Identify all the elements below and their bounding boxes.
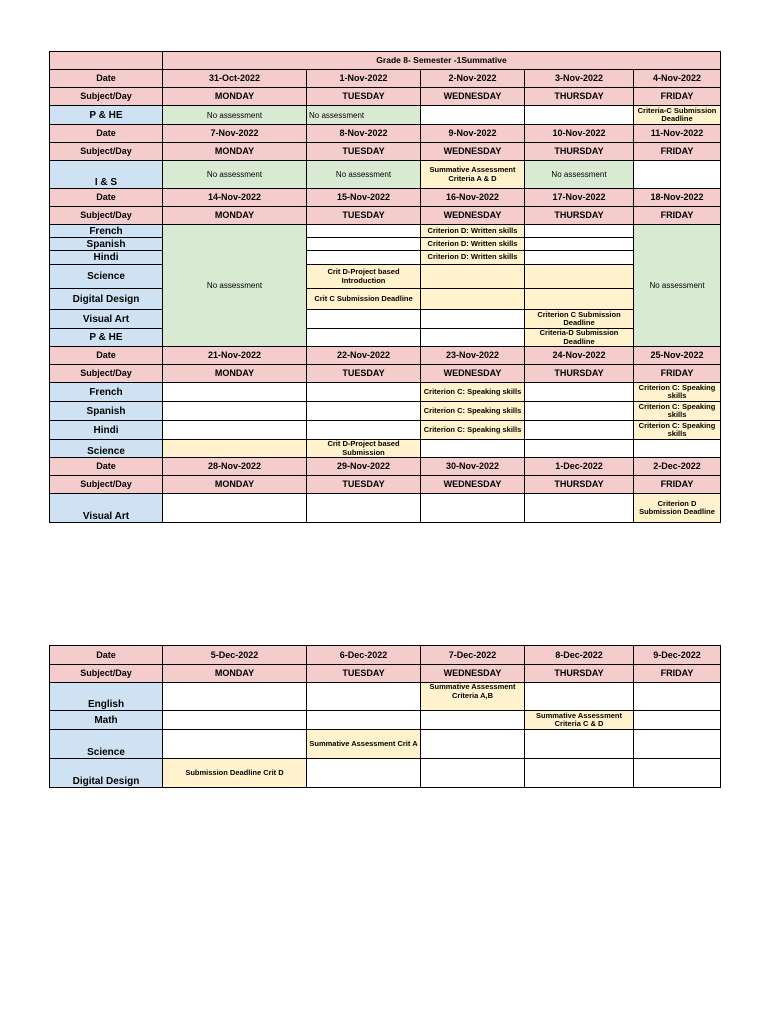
empty-cell: [634, 161, 721, 189]
date-cell: 14-Nov-2022: [163, 189, 307, 207]
empty-cell: [163, 494, 307, 523]
no-assessment-cell: No assessment: [163, 161, 307, 189]
date-cell: 4-Nov-2022: [634, 70, 721, 88]
date-label: Date: [50, 70, 163, 88]
date-cell: 15-Nov-2022: [307, 189, 421, 207]
day-cell: MONDAY: [163, 365, 307, 383]
day-cell: TUESDAY: [307, 665, 421, 683]
subject-label: Math: [50, 711, 163, 730]
event-cell: Criterion C: Speaking skills: [421, 421, 525, 440]
title-row: [50, 52, 721, 70]
date-cell: 25-Nov-2022: [634, 347, 721, 365]
day-row: [50, 476, 721, 494]
date-cell: 22-Nov-2022: [307, 347, 421, 365]
subject-row-phe: [50, 329, 721, 347]
event-cell: Crit D-Project based Submission: [307, 440, 421, 458]
day-row: [50, 143, 721, 161]
table-title: Grade 8- Semester -1Summative: [163, 52, 721, 70]
subject-label: Spanish: [50, 402, 163, 421]
empty-cell: [421, 106, 525, 125]
schedule-table-december: [49, 645, 721, 788]
empty-cell: [307, 402, 421, 421]
no-assessment-cell: No assessment: [525, 161, 634, 189]
empty-cell: [634, 730, 721, 759]
day-cell: TUESDAY: [307, 88, 421, 106]
empty-cell: [307, 383, 421, 402]
subject-row-english: [50, 683, 721, 711]
subject-label: Digital Design: [50, 289, 163, 310]
day-cell: MONDAY: [163, 476, 307, 494]
date-cell: 2-Dec-2022: [634, 458, 721, 476]
event-cell: Criterion D: Written skills: [421, 225, 525, 238]
date-row: [50, 646, 721, 665]
day-row: [50, 665, 721, 683]
empty-cell: [307, 421, 421, 440]
empty-cell: [307, 310, 421, 329]
date-cell: 16-Nov-2022: [421, 189, 525, 207]
corner-cell: [50, 52, 163, 70]
day-cell: WEDNESDAY: [421, 88, 525, 106]
date-cell: 10-Nov-2022: [525, 125, 634, 143]
empty-cell: [525, 683, 634, 711]
date-cell: 18-Nov-2022: [634, 189, 721, 207]
event-cell: Summative Assessment Criteria A & D: [421, 161, 525, 189]
date-cell: 1-Nov-2022: [307, 70, 421, 88]
day-cell: WEDNESDAY: [421, 665, 525, 683]
day-row: [50, 207, 721, 225]
date-cell: 17-Nov-2022: [525, 189, 634, 207]
day-cell: MONDAY: [163, 665, 307, 683]
empty-cell: [307, 225, 421, 238]
day-cell: FRIDAY: [634, 143, 721, 161]
date-cell: 2-Nov-2022: [421, 70, 525, 88]
subject-day-label: Subject/Day: [50, 365, 163, 383]
date-label: Date: [50, 125, 163, 143]
subject-row-phe: [50, 106, 721, 125]
empty-cell: [525, 402, 634, 421]
empty-cell: [525, 383, 634, 402]
day-cell: FRIDAY: [634, 365, 721, 383]
subject-row-french: [50, 383, 721, 402]
event-cell: Criterion D: Written skills: [421, 251, 525, 265]
day-cell: WEDNESDAY: [421, 476, 525, 494]
date-row: [50, 125, 721, 143]
subject-label: Spanish: [50, 238, 163, 251]
subject-row-science: [50, 265, 721, 289]
empty-cell: [421, 730, 525, 759]
date-row: [50, 458, 721, 476]
empty-cell: [634, 759, 721, 788]
empty-cell: [525, 421, 634, 440]
empty-cell: [421, 494, 525, 523]
day-cell: FRIDAY: [634, 207, 721, 225]
empty-cell: [525, 759, 634, 788]
event-cell: Crit C Submission Deadline: [307, 289, 421, 310]
subject-label: Hindi: [50, 421, 163, 440]
subject-row-is: [50, 161, 721, 189]
event-cell: Criterion C: Speaking skills: [421, 402, 525, 421]
subject-row-digital-design: [50, 759, 721, 788]
empty-cell: [525, 730, 634, 759]
subject-row-hindi: [50, 251, 721, 265]
subject-label: Visual Art: [50, 310, 163, 329]
subject-day-label: Subject/Day: [50, 88, 163, 106]
empty-event-cell: [525, 289, 634, 310]
subject-row-visual-art: [50, 310, 721, 329]
empty-cell: [163, 402, 307, 421]
subject-label: P & HE: [50, 329, 163, 347]
empty-cell: [163, 711, 307, 730]
event-cell: Criterion C: Speaking skills: [634, 402, 721, 421]
empty-event-cell: [421, 289, 525, 310]
date-cell: 23-Nov-2022: [421, 347, 525, 365]
day-row: [50, 365, 721, 383]
subject-label: I & S: [50, 161, 163, 189]
empty-cell: [525, 440, 634, 458]
empty-cell: [307, 683, 421, 711]
empty-cell: [307, 711, 421, 730]
empty-event-cell: [525, 265, 634, 289]
date-cell: 9-Dec-2022: [634, 646, 721, 665]
date-label: Date: [50, 458, 163, 476]
empty-cell: [634, 683, 721, 711]
empty-cell: [525, 106, 634, 125]
day-cell: MONDAY: [163, 88, 307, 106]
day-cell: TUESDAY: [307, 207, 421, 225]
event-cell: Criterion C: Speaking skills: [634, 383, 721, 402]
event-cell: Crit D-Project based Introduction: [307, 265, 421, 289]
day-cell: MONDAY: [163, 143, 307, 161]
event-cell: Summative Assessment Criteria C & D: [525, 711, 634, 730]
event-cell: Criterion C Submission Deadline: [525, 310, 634, 329]
day-cell: THURSDAY: [525, 207, 634, 225]
empty-cell: [421, 329, 525, 347]
no-assessment-cell: No assessment: [307, 161, 421, 189]
subject-label: Visual Art: [50, 494, 163, 523]
empty-cell: [421, 711, 525, 730]
no-assessment-cell: No assessment: [163, 106, 307, 125]
date-label: Date: [50, 347, 163, 365]
no-assessment-cell: No assessment: [163, 225, 307, 347]
empty-cell: [307, 329, 421, 347]
event-cell: Summative Assessment Criteria A,B: [421, 683, 525, 711]
subject-row-math: [50, 711, 721, 730]
subject-day-label: Subject/Day: [50, 143, 163, 161]
event-cell: Criterion D Submission Deadline: [634, 494, 721, 523]
day-cell: THURSDAY: [525, 88, 634, 106]
empty-event-cell: [421, 265, 525, 289]
empty-cell: [307, 238, 421, 251]
subject-day-label: Subject/Day: [50, 207, 163, 225]
event-cell: Criteria-C Submission Deadline: [634, 106, 721, 125]
empty-cell: [421, 310, 525, 329]
subject-row-french: [50, 225, 721, 238]
empty-cell: [525, 238, 634, 251]
empty-cell: [634, 711, 721, 730]
empty-cell: [163, 383, 307, 402]
date-cell: 6-Dec-2022: [307, 646, 421, 665]
subject-row-hindi: [50, 421, 721, 440]
day-row: [50, 88, 721, 106]
date-cell: 28-Nov-2022: [163, 458, 307, 476]
event-cell: Criteria-D Submission Deadline: [525, 329, 634, 347]
date-label: Date: [50, 189, 163, 207]
day-cell: MONDAY: [163, 207, 307, 225]
date-cell: 9-Nov-2022: [421, 125, 525, 143]
day-cell: TUESDAY: [307, 365, 421, 383]
empty-cell: [307, 251, 421, 265]
day-cell: THURSDAY: [525, 665, 634, 683]
subject-row-digital-design: [50, 289, 721, 310]
empty-cell: [525, 494, 634, 523]
subject-day-label: Subject/Day: [50, 665, 163, 683]
day-cell: TUESDAY: [307, 143, 421, 161]
date-cell: 21-Nov-2022: [163, 347, 307, 365]
empty-cell: [163, 730, 307, 759]
date-cell: 30-Nov-2022: [421, 458, 525, 476]
date-row: [50, 189, 721, 207]
day-cell: THURSDAY: [525, 476, 634, 494]
subject-day-label: Subject/Day: [50, 476, 163, 494]
event-cell: Submission Deadline Crit D: [163, 759, 307, 788]
event-cell: Criterion D: Written skills: [421, 238, 525, 251]
date-cell: 31-Oct-2022: [163, 70, 307, 88]
subject-label: P & HE: [50, 106, 163, 125]
subject-label: Science: [50, 440, 163, 458]
empty-cell: [421, 440, 525, 458]
date-cell: 1-Dec-2022: [525, 458, 634, 476]
subject-label: Hindi: [50, 251, 163, 265]
subject-row-science: [50, 440, 721, 458]
day-cell: FRIDAY: [634, 476, 721, 494]
subject-label: Science: [50, 265, 163, 289]
date-row: [50, 70, 721, 88]
event-cell: Criterion C: Speaking skills: [634, 421, 721, 440]
empty-cell: [525, 251, 634, 265]
subject-label: English: [50, 683, 163, 711]
date-row: [50, 347, 721, 365]
schedule-table-november: [49, 51, 721, 523]
date-cell: 8-Nov-2022: [307, 125, 421, 143]
empty-cell: [163, 683, 307, 711]
day-cell: THURSDAY: [525, 365, 634, 383]
subject-label: Digital Design: [50, 759, 163, 788]
empty-cell: [525, 225, 634, 238]
date-cell: 24-Nov-2022: [525, 347, 634, 365]
event-cell: Summative Assessment Crit A: [307, 730, 421, 759]
day-cell: FRIDAY: [634, 665, 721, 683]
date-cell: 5-Dec-2022: [163, 646, 307, 665]
empty-event-cell: [163, 440, 307, 458]
date-cell: 11-Nov-2022: [634, 125, 721, 143]
day-cell: WEDNESDAY: [421, 365, 525, 383]
date-cell: 29-Nov-2022: [307, 458, 421, 476]
subject-row-spanish: [50, 238, 721, 251]
subject-row-visual-art: [50, 494, 721, 523]
day-cell: FRIDAY: [634, 88, 721, 106]
subject-label: French: [50, 383, 163, 402]
date-cell: 8-Dec-2022: [525, 646, 634, 665]
date-label: Date: [50, 646, 163, 665]
empty-cell: [634, 440, 721, 458]
no-assessment-cell: No assessment: [307, 106, 421, 125]
event-cell: Criterion C: Speaking skills: [421, 383, 525, 402]
date-cell: 3-Nov-2022: [525, 70, 634, 88]
no-assessment-cell: No assessment: [634, 225, 721, 347]
day-cell: TUESDAY: [307, 476, 421, 494]
day-cell: WEDNESDAY: [421, 143, 525, 161]
day-cell: THURSDAY: [525, 143, 634, 161]
date-cell: 7-Nov-2022: [163, 125, 307, 143]
date-cell: 7-Dec-2022: [421, 646, 525, 665]
empty-cell: [307, 759, 421, 788]
empty-cell: [307, 494, 421, 523]
subject-row-spanish: [50, 402, 721, 421]
subject-row-science: [50, 730, 721, 759]
day-cell: WEDNESDAY: [421, 207, 525, 225]
subject-label: French: [50, 225, 163, 238]
subject-label: Science: [50, 730, 163, 759]
empty-cell: [163, 421, 307, 440]
empty-cell: [421, 759, 525, 788]
